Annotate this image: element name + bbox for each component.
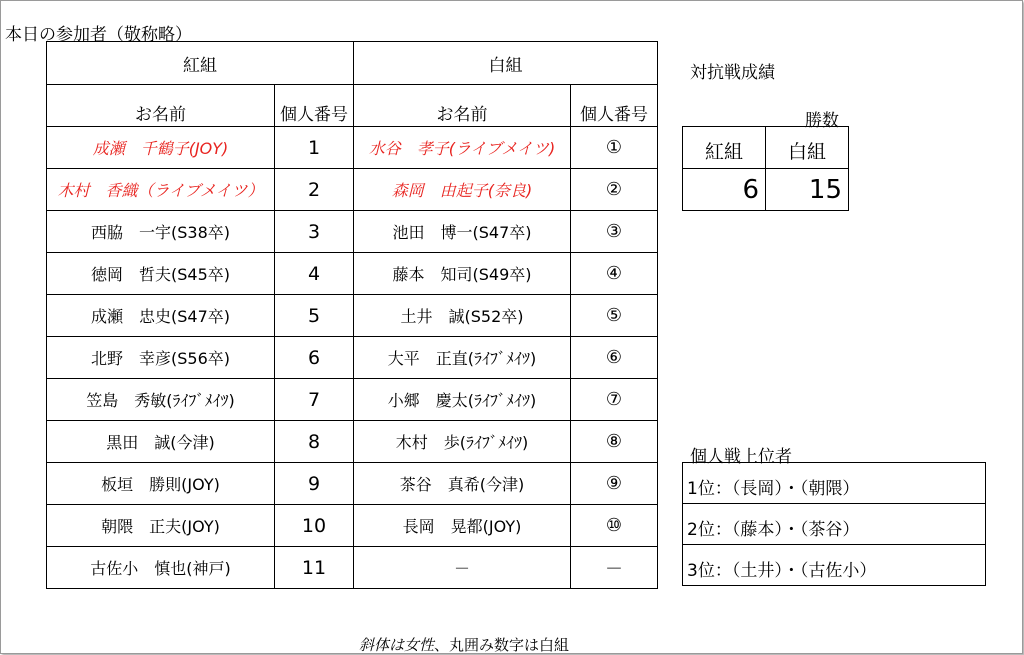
table-row	[47, 505, 658, 547]
white-member-name: 土井 誠(S52卒)	[354, 295, 571, 337]
footnote-rest: 、丸囲み数字は白組	[434, 636, 570, 654]
white-member-number: ⑧	[571, 421, 658, 463]
red-member-number: 10	[275, 505, 354, 547]
red-member-name: 笠島 秀敏(ﾗｲﾌﾞﾒｲﾂ)	[47, 379, 275, 421]
white-member-number: －	[571, 547, 658, 589]
white-member-number: ⑩	[571, 505, 658, 547]
red-member-name: 古佐小 慎也(神戸)	[47, 547, 275, 589]
table-row	[47, 379, 658, 421]
table-row	[47, 463, 658, 505]
red-name-header: お名前	[47, 85, 275, 127]
white-member-name: 小郷 慶太(ﾗｲﾌﾞﾒｲﾂ)	[354, 379, 571, 421]
white-member-number: ⑨	[571, 463, 658, 505]
scoreboard-table	[682, 126, 849, 211]
red-member-number: 1	[275, 127, 354, 169]
table-row	[47, 421, 658, 463]
page-title: 本日の参加者（敬称略）	[5, 25, 192, 45]
table-row	[47, 169, 658, 211]
white-member-number: ①	[571, 127, 658, 169]
red-member-number: 6	[275, 337, 354, 379]
red-member-number: 7	[275, 379, 354, 421]
red-member-name: 徳岡 哲夫(S45卒)	[47, 253, 275, 295]
white-member-name: 池田 博一(S47卒)	[354, 211, 571, 253]
table-row	[47, 127, 658, 169]
red-member-number: 3	[275, 211, 354, 253]
red-member-number: 11	[275, 547, 354, 589]
white-member-number: ④	[571, 253, 658, 295]
score-red-wins: 6	[683, 169, 766, 211]
participants-table	[46, 41, 658, 589]
white-member-name: 長岡 晃都(JOY)	[354, 505, 571, 547]
white-member-name: 茶谷 真希(今津)	[354, 463, 571, 505]
member-rows	[47, 127, 658, 589]
table-row	[47, 295, 658, 337]
white-member-number: ⑤	[571, 295, 658, 337]
red-member-name: 成瀬 忠史(S47卒)	[47, 295, 275, 337]
white-member-name: 森岡 由起子(奈良)	[354, 169, 571, 211]
ranking-row-1: 1位：（長岡）・（朝隈）	[683, 463, 986, 504]
red-member-name: 木村 香織（ライブメイツ）	[47, 169, 275, 211]
footnote-italic: 斜体は女性	[359, 636, 435, 654]
ranking-title: 個人戦上位者	[690, 447, 792, 467]
white-member-number: ⑦	[571, 379, 658, 421]
white-member-name: 大平 正直(ﾗｲﾌﾞﾒｲﾂ)	[354, 337, 571, 379]
white-member-name: 水谷 孝子(ライブメイツ)	[354, 127, 571, 169]
white-member-number: ②	[571, 169, 658, 211]
white-number-header: 個人番号	[571, 85, 658, 127]
white-member-name: 木村 歩(ﾗｲﾌﾞﾒｲﾂ)	[354, 421, 571, 463]
white-team-header: 白組	[354, 42, 658, 85]
red-member-number: 8	[275, 421, 354, 463]
scoreboard-title: 対抗戦成績	[690, 63, 775, 83]
white-member-name: －	[354, 547, 571, 589]
white-member-name: 藤本 知司(S49卒)	[354, 253, 571, 295]
red-member-number: 4	[275, 253, 354, 295]
score-red-label: 紅組	[683, 127, 766, 169]
score-white-wins: 15	[766, 169, 849, 211]
red-member-number: 5	[275, 295, 354, 337]
ranking-row-2: 2位：（藤本）・（茶谷）	[683, 504, 986, 545]
table-row	[47, 253, 658, 295]
red-member-name: 板垣 勝則(JOY)	[47, 463, 275, 505]
red-member-name: 成瀬 千鶴子(JOY)	[47, 127, 275, 169]
red-member-name: 北野 幸彦(S56卒)	[47, 337, 275, 379]
footnote	[359, 634, 569, 655]
wins-label: 勝数	[805, 111, 839, 131]
ranking-table	[682, 462, 986, 586]
table-row	[47, 337, 658, 379]
table-row	[47, 547, 658, 589]
white-name-header: お名前	[354, 85, 571, 127]
white-member-number: ③	[571, 211, 658, 253]
red-member-number: 2	[275, 169, 354, 211]
red-member-name: 西脇 一宇(S38卒)	[47, 211, 275, 253]
red-member-number: 9	[275, 463, 354, 505]
ranking-row-3: 3位：（土井）・（古佐小）	[683, 545, 986, 586]
white-member-number: ⑥	[571, 337, 658, 379]
red-team-header: 紅組	[47, 42, 354, 85]
table-row	[47, 211, 658, 253]
red-member-name: 朝隈 正夫(JOY)	[47, 505, 275, 547]
score-white-label: 白組	[766, 127, 849, 169]
red-number-header: 個人番号	[275, 85, 354, 127]
red-member-name: 黒田 誠(今津)	[47, 421, 275, 463]
